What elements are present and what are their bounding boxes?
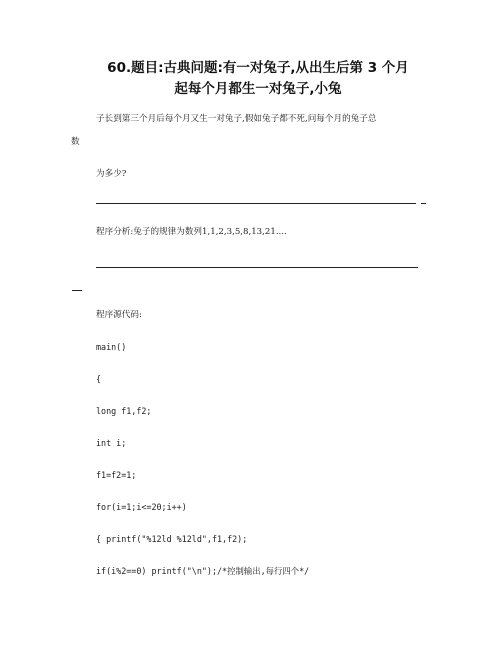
source-code-label: 程序源代码:	[96, 310, 142, 320]
code-line-7: { printf("%12ld %12ld",f1,f2);	[96, 534, 248, 544]
intro-line-1: 子长到第三个月后每个月又生一对兔子,假如兔子都不死,问每个月的兔子总	[96, 114, 377, 124]
analysis-text: 程序分析:兔子的规律为数列1,1,2,3,5,8,13,21....	[96, 227, 287, 237]
separator-rule-1	[96, 203, 416, 204]
code-line-6: for(i=1;i<=20;i++)	[96, 502, 187, 512]
code-line-1: main()	[96, 342, 127, 352]
code-line-5: f1=f2=1;	[96, 470, 137, 480]
intro-line-2: 数	[71, 137, 80, 147]
title-line-1: 60.题目:古典问题:有一对兔子,从出生后第 3 个月	[107, 60, 409, 76]
title-line-2: 起每个月都生一对兔子,小兔	[174, 81, 342, 97]
separator-rule-2	[96, 267, 418, 268]
separator-rule-1-tail	[421, 203, 426, 204]
code-line-3: long f1,f2;	[96, 406, 152, 416]
separator-rule-2-tail	[72, 290, 82, 291]
problem-title	[88, 58, 428, 100]
intro-line-3: 为多少?	[96, 169, 127, 179]
code-line-8: if(i%2==0) printf("\n");/*控制输出,每行四个*/	[96, 566, 310, 576]
code-line-2: {	[96, 374, 102, 384]
code-line-4: int i;	[96, 438, 127, 448]
